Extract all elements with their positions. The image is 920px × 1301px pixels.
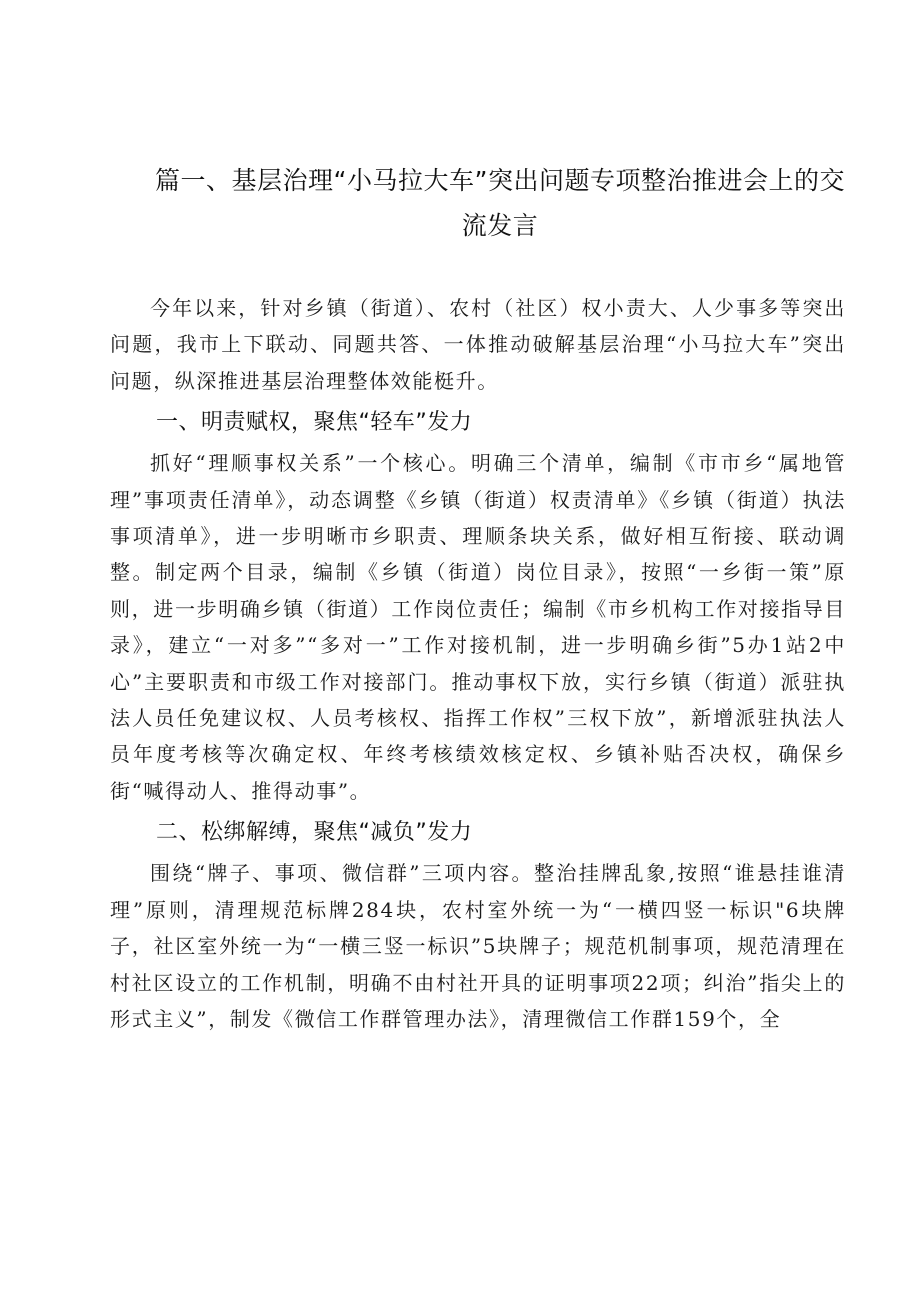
section-2-paragraph: 围绕“牌子、事项、微信群”三项内容。整治挂牌乱象,按照“谁悬挂谁清理”原则，清理规范标牌284块，农村室外统一为“一横四竖一标识"6块牌子，社区室外统一为“一横三竖一标识”5块牌子；规范机制事项，规范清理在村社区设立的工作机制，明确不由村社开具的证明事项22项；纠治”指尖上的形式主义”，制发《微信工作群管理办法》，清理微信工作群159个，全 — [110, 861, 846, 1031]
section-1-paragraph: 抓好“理顺事权关系”一个核心。明确三个清单，编制《市市乡“属地管理”事项责任清单》，动态调整《乡镇（街道）权责清单》《乡镇（街道）执法事项清单》，进一步明晰市乡职责、理顺条块关系，做好相互衔接、联动调整。制定两个目录，编制《乡镇（街道）岗位目录》，按照“一乡街一策”原则，进一步明确乡镇（街道）工作岗位责任；编制《市乡机构工作对接指导目录》，建立“一对多”“多对一”工作对接机制，进一步明确乡街”5办1站2中心”主要职责和市级工作对接部门。推动事权下放，实行乡镇（街道）派驻执法人员任免建议权、人员考核权、指挥工作权”三权下放”，新增派驻执法人员年度考核等次确定权、年终考核绩效核定权、乡镇补贴否决权，确保乡街“喊得动人、推得动事”。 — [110, 451, 846, 803]
section-1-heading: 一、明责赋权，聚焦“轻车”发力 — [156, 410, 473, 436]
section-2-heading: 二、松绑解缚，聚焦“减负”发力 — [156, 820, 473, 846]
document-body — [110, 290, 846, 1037]
document-title: 篇一、基层治理“小马拉大车”突出问题专项整治推进会上的交流发言 — [155, 166, 845, 240]
intro-paragraph: 今年以来，针对乡镇（街道）、农村（社区）权小责大、人少事多等突出问题，我市上下联动、同题共答、一体推动破解基层治理“小马拉大车”突出问题，纵深推进基层治理整体效能梃升。 — [110, 296, 846, 393]
